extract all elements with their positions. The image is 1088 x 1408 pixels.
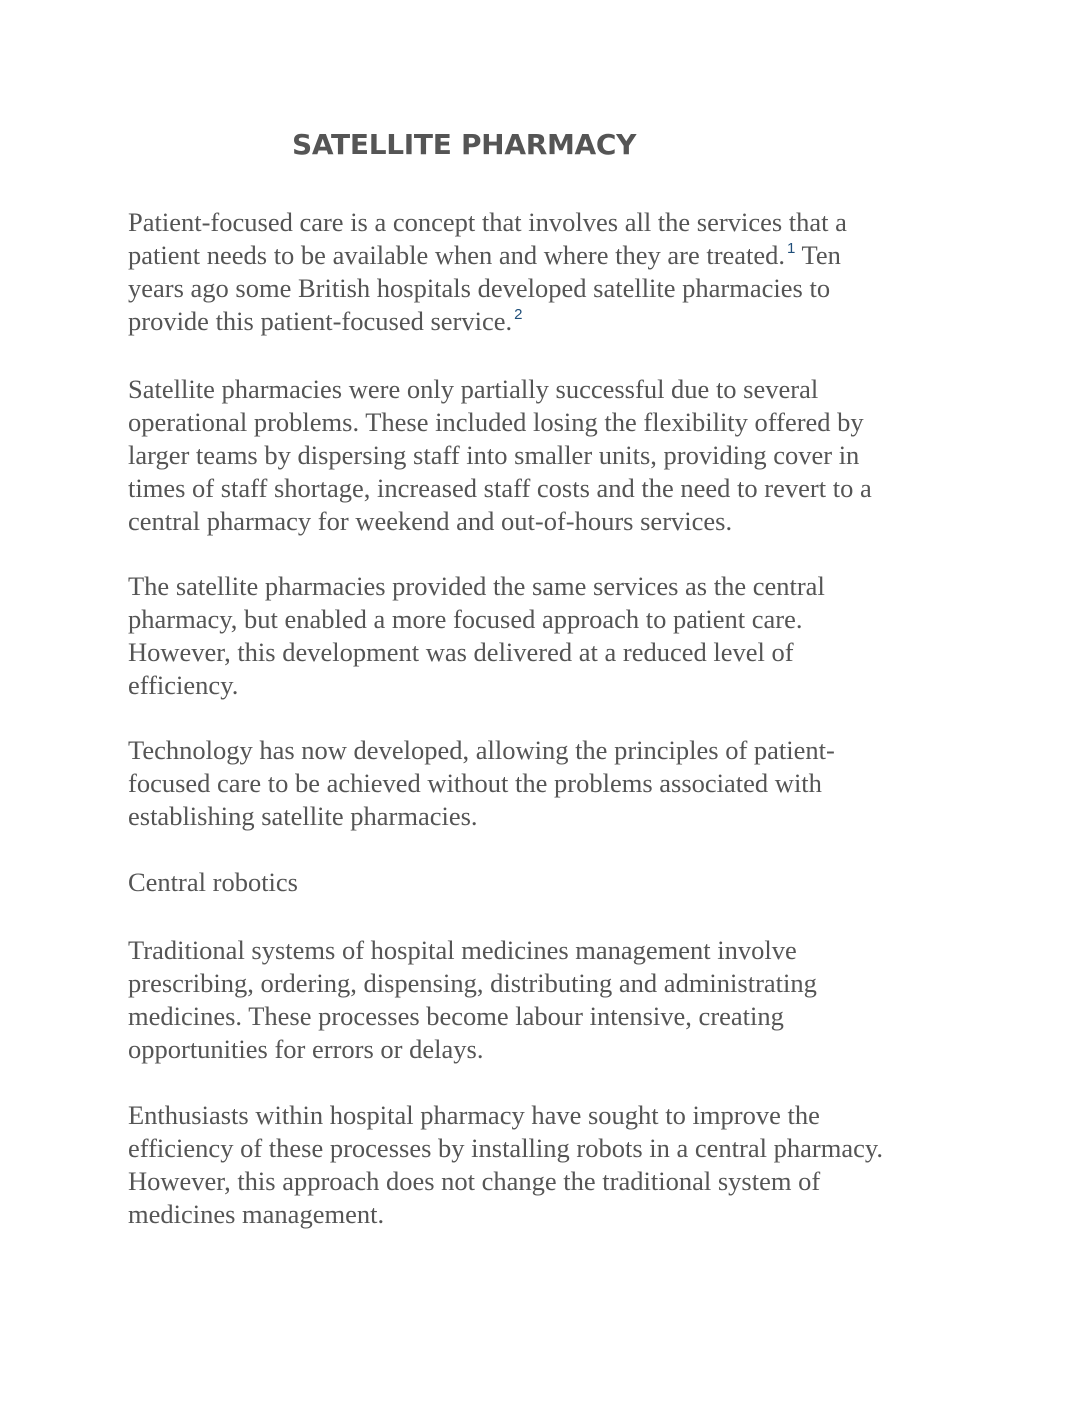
paragraph-line: Traditional systems of hospital medicines management involve — [128, 935, 797, 965]
paragraph-line-text: provide this patient-focused service. — [128, 306, 513, 336]
paragraph-line: However, this approach does not change the traditional system of — [128, 1166, 821, 1196]
paragraph-patient-focused-care — [128, 206, 958, 338]
paragraph-line: Patient-focused care is a concept that involves all the services that a — [128, 207, 847, 237]
paragraph-line: times of staff shortage, increased staff costs and the need to revert to a — [128, 473, 872, 503]
paragraph-line: larger teams by dispersing staff into smaller units, providing cover in — [128, 440, 860, 470]
paragraph-line: Technology has now developed, allowing the principles of patient- — [128, 735, 835, 765]
paragraph-line-text: Ten — [795, 240, 841, 270]
section-subheading — [128, 866, 958, 899]
paragraph-line: medicines. These processes become labour intensive, creating — [128, 1001, 784, 1031]
paragraph-line-text: patient needs to be available when and where they are treated. — [128, 240, 786, 270]
subheading-central-robotics: Central robotics — [128, 867, 298, 897]
paragraph-line: The satellite pharmacies provided the same services as the central — [128, 571, 825, 601]
page-title: SATELLITE PHARMACY — [292, 128, 637, 161]
paragraph-enthusiasts — [128, 1099, 958, 1231]
paragraph-satellite-services — [128, 570, 958, 702]
footnote-reference-2[interactable]: 2 — [514, 306, 523, 323]
paragraph-line: operational problems. These included losing the flexibility offered by — [128, 407, 864, 437]
paragraph-line: establishing satellite pharmacies. — [128, 801, 478, 831]
paragraph-line: central pharmacy for weekend and out-of-hours services. — [128, 506, 733, 536]
paragraph-line — [128, 305, 958, 338]
paragraph-line: efficiency. — [128, 670, 239, 700]
footnote-reference-1[interactable]: 1 — [787, 240, 796, 257]
paragraph-line: Enthusiasts within hospital pharmacy have sought to improve the — [128, 1100, 820, 1130]
paragraph-traditional-systems — [128, 934, 958, 1066]
paragraph-line: opportunities for errors or delays. — [128, 1034, 484, 1064]
paragraph-line — [128, 239, 958, 272]
paragraph-line: Satellite pharmacies were only partially successful due to several — [128, 374, 819, 404]
paragraph-line: prescribing, ordering, dispensing, distributing and administrating — [128, 968, 817, 998]
paragraph-line: efficiency of these processes by installing robots in a central pharmacy. — [128, 1133, 883, 1163]
paragraph-technology — [128, 734, 958, 833]
paragraph-line: medicines management. — [128, 1199, 385, 1229]
paragraph-line: However, this development was delivered at a reduced level of — [128, 637, 794, 667]
paragraph-satellite-problems — [128, 373, 958, 538]
paragraph-line: pharmacy, but enabled a more focused approach to patient care. — [128, 604, 803, 634]
paragraph-line: focused care to be achieved without the problems associated with — [128, 768, 822, 798]
paragraph-line: years ago some British hospitals developed satellite pharmacies to — [128, 273, 831, 303]
